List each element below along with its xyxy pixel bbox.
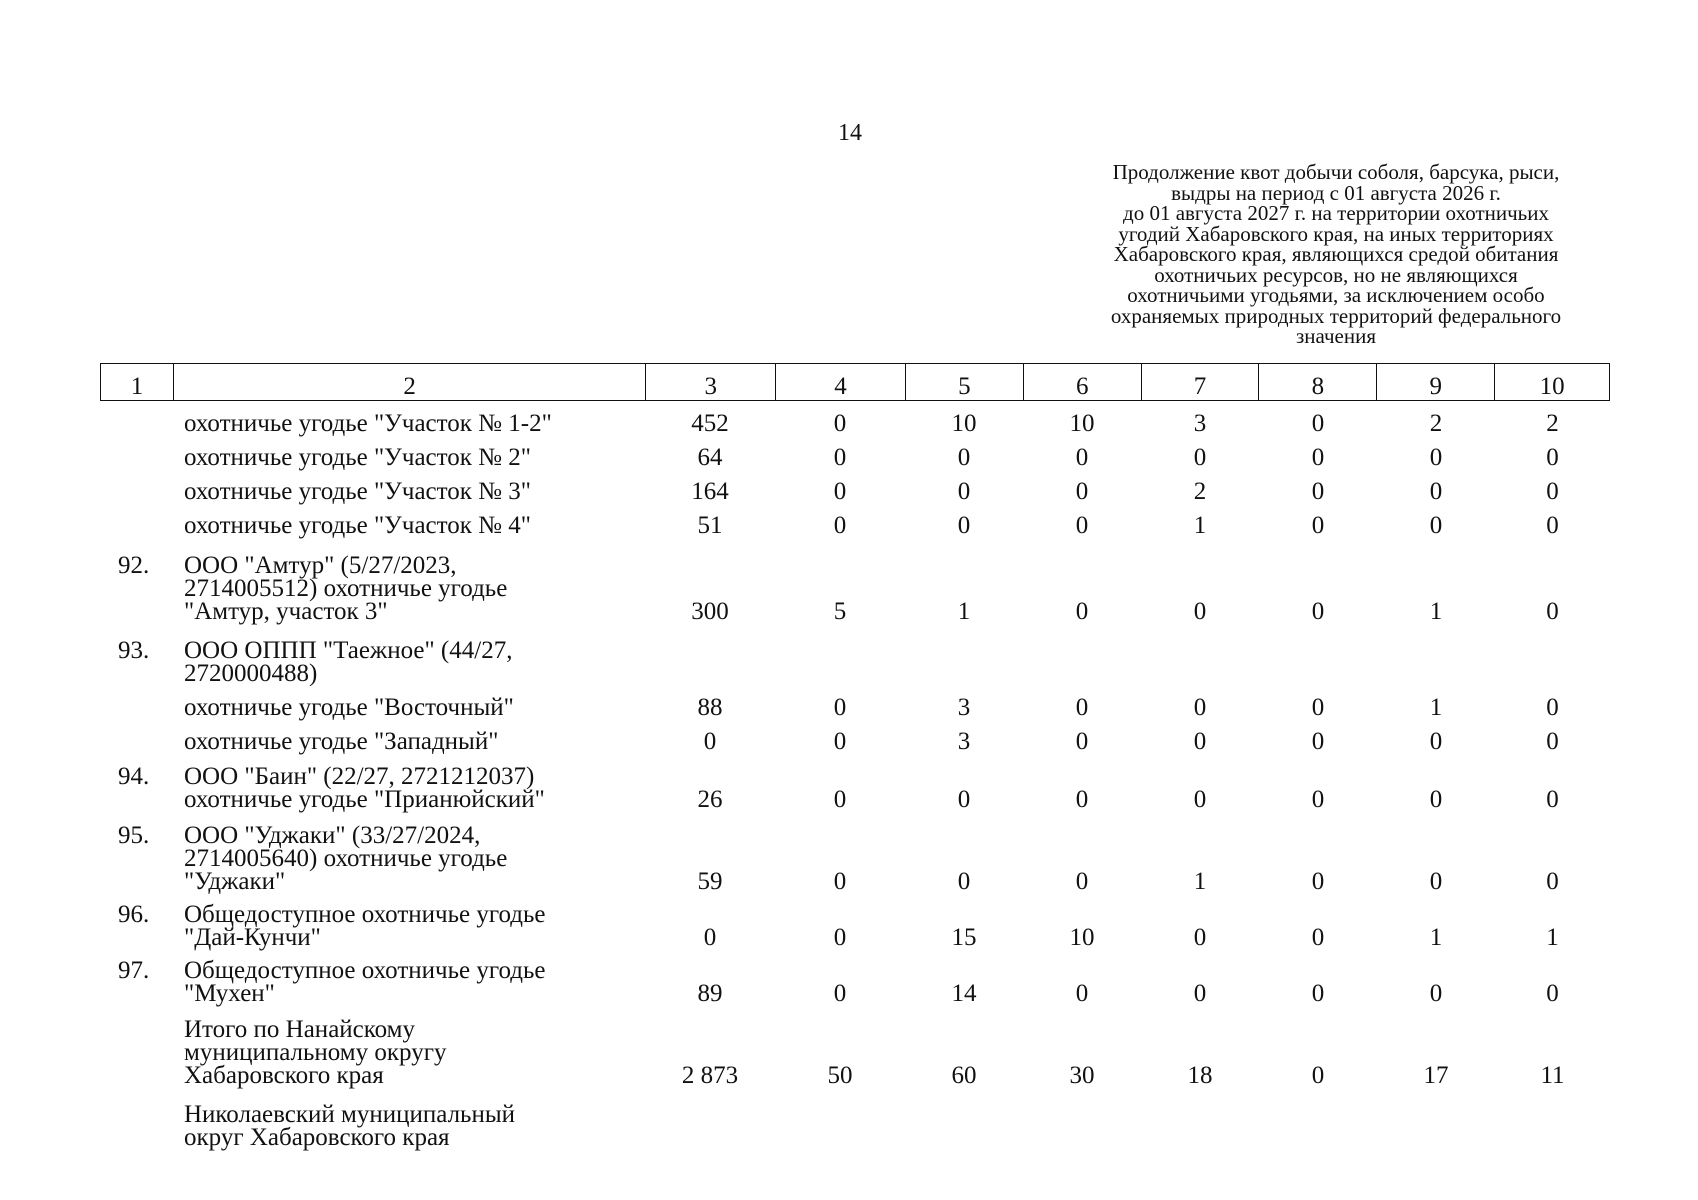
row-value-col-5: 0 xyxy=(957,444,971,471)
row-number: 95. xyxy=(118,822,150,849)
row-value-col-3: 164 xyxy=(691,478,729,505)
column-header-cell: 1 xyxy=(130,373,144,400)
row-value-col-3: 0 xyxy=(703,728,717,755)
row-name-line: ООО "Баин" (22/27, 2721212037) xyxy=(184,763,535,790)
row-name-line: ООО "Уджаки" (33/27/2024, xyxy=(184,822,481,849)
table-row xyxy=(100,719,1610,753)
row-value-col-8: 0 xyxy=(1311,868,1325,895)
row-number xyxy=(100,685,172,696)
row-value-col-4: 0 xyxy=(833,512,847,539)
row-value-col-6: 10 xyxy=(1069,410,1095,437)
row-value-col-7: 0 xyxy=(1193,924,1207,951)
row-number: 96. xyxy=(118,901,150,928)
row-value-col-8: 0 xyxy=(1311,728,1325,755)
column-header-cell: 5 xyxy=(905,364,1023,400)
row-value-col-7: 1 xyxy=(1193,868,1207,895)
row-name-line: "Мухен" xyxy=(184,980,275,1007)
row-value-col-3: 59 xyxy=(697,868,723,895)
row-value-col-6: 0 xyxy=(1075,786,1089,813)
row-name-line: охотничье угодье "Прианюйский" xyxy=(184,786,545,813)
row-value-col-9: 1 xyxy=(1429,694,1443,721)
row-name-line: округ Хабаровского края xyxy=(184,1124,450,1151)
row-value-col-6: 0 xyxy=(1075,598,1089,625)
row-value-col-5: 14 xyxy=(951,980,977,1007)
heading-line: охотничьих ресурсов, но не являющихся xyxy=(1154,262,1518,287)
row-name-line: Итого по Нанайскому xyxy=(184,1016,415,1043)
row-value-col-8: 0 xyxy=(1311,786,1325,813)
row-value-col-8: 0 xyxy=(1311,1062,1325,1089)
table-heading xyxy=(1050,162,1622,347)
row-value-col-8: 0 xyxy=(1311,478,1325,505)
column-header-cell: 10 xyxy=(1494,364,1609,400)
table-row xyxy=(100,469,1610,503)
row-number xyxy=(100,401,172,412)
row-value-col-10: 0 xyxy=(1546,478,1559,505)
row-value-col-6: 30 xyxy=(1069,1062,1095,1089)
row-value-col-5: 0 xyxy=(957,478,971,505)
row-value-col-6: 0 xyxy=(1075,980,1089,1007)
row-value-col-3: 300 xyxy=(691,598,729,625)
table-row xyxy=(100,435,1610,469)
row-name xyxy=(172,412,645,435)
row-value-col-7: 0 xyxy=(1193,444,1207,471)
row-value-col-5: 3 xyxy=(957,728,971,755)
row-value-col-7: 0 xyxy=(1193,786,1207,813)
row-number xyxy=(100,1005,172,1018)
row-name xyxy=(172,824,645,893)
row-value-col-6: 0 xyxy=(1075,444,1089,471)
row-value-col-10: 11 xyxy=(1540,1062,1565,1089)
column-header-cell: 6 xyxy=(1023,364,1141,400)
row-name-line: охотничье угодье "Западный" xyxy=(184,728,499,755)
table-row xyxy=(100,1005,1610,1087)
row-value-col-5: 0 xyxy=(957,512,971,539)
row-value-col-9: 0 xyxy=(1429,786,1443,813)
row-value-col-8: 0 xyxy=(1311,980,1325,1007)
row-number: 97. xyxy=(118,957,150,984)
row-value-col-7: 0 xyxy=(1193,694,1207,721)
row-name-line: "Амтур, участок 3" xyxy=(184,598,388,625)
row-value-col-4: 0 xyxy=(833,728,847,755)
row-name-line: Общедоступное охотничье угодье xyxy=(184,957,546,984)
column-header-cell: 7 xyxy=(1141,364,1259,400)
row-value-col-3: 26 xyxy=(697,786,723,813)
row-value-col-3: 88 xyxy=(697,694,723,721)
table-row xyxy=(100,893,1610,949)
row-value-col-8: 0 xyxy=(1311,410,1325,437)
row-value-col-10: 0 xyxy=(1546,786,1559,813)
row-value-col-4: 0 xyxy=(833,868,847,895)
row-value-col-7: 1 xyxy=(1193,512,1207,539)
row-value-col-8: 0 xyxy=(1311,598,1325,625)
row-name-line: охотничье угодье "Восточный" xyxy=(184,694,514,721)
row-value-col-5: 60 xyxy=(951,1062,977,1089)
heading-line: охраняемых природных территорий федерального xyxy=(1110,303,1562,328)
row-value-col-8: 0 xyxy=(1311,694,1325,721)
heading-line: значения xyxy=(1295,324,1377,348)
row-value-col-5: 0 xyxy=(957,868,971,895)
row-value-col-9: 0 xyxy=(1429,478,1443,505)
row-value-col-7: 18 xyxy=(1187,1062,1213,1089)
heading-line: угодий Хабаровского края, на иных территориях xyxy=(1118,221,1554,246)
row-value-col-9: 0 xyxy=(1429,444,1443,471)
row-value-col-6: 10 xyxy=(1069,924,1095,951)
row-name xyxy=(172,1103,645,1149)
row-number xyxy=(100,435,172,446)
row-value-col-8: 0 xyxy=(1311,924,1325,951)
row-value-col-7: 0 xyxy=(1193,598,1207,625)
page-number: 14 xyxy=(838,120,862,146)
row-value-col-4: 5 xyxy=(833,598,847,625)
row-name xyxy=(172,554,645,623)
column-header-cell: 3 xyxy=(645,364,775,400)
table-body xyxy=(100,401,1610,1149)
row-name xyxy=(172,765,645,811)
heading-line: до 01 августа 2027 г. на территории охотничьих xyxy=(1123,201,1549,225)
row-number: 94. xyxy=(118,763,150,790)
row-name-line: 2714005640) охотничье угодье xyxy=(184,845,508,872)
row-name xyxy=(172,959,645,1005)
table-row xyxy=(100,1087,1610,1149)
row-number xyxy=(100,503,172,514)
heading-line: Хабаровского края, являющихся средой обитания xyxy=(1113,242,1559,266)
heading-line: охотничьими угодьями, за исключением особо xyxy=(1127,283,1545,307)
row-name-line: охотничье угодье "Участок № 1-2" xyxy=(184,410,552,437)
row-value-col-6: 0 xyxy=(1075,868,1089,895)
row-name-line: 2720000488) xyxy=(184,660,318,687)
row-value-col-6: 0 xyxy=(1075,478,1089,505)
row-number xyxy=(100,719,172,730)
row-value-col-4: 0 xyxy=(833,694,847,721)
row-value-col-9: 17 xyxy=(1423,1062,1449,1089)
row-value-col-8: 0 xyxy=(1311,444,1325,471)
row-value-col-9: 1 xyxy=(1429,924,1443,951)
row-number: 93. xyxy=(118,637,150,664)
row-value-col-4: 0 xyxy=(833,980,847,1007)
row-value-col-3: 64 xyxy=(697,444,723,471)
row-value-col-10: 0 xyxy=(1546,598,1559,625)
heading-line: выдры на период с 01 августа 2026 г. xyxy=(1171,180,1501,205)
row-number xyxy=(100,1087,172,1103)
row-name-line: ООО "Амтур" (5/27/2023, xyxy=(184,552,457,579)
row-name-line: охотничье угодье "Участок № 4" xyxy=(184,512,531,539)
row-value-col-3: 452 xyxy=(691,410,729,437)
row-name xyxy=(172,480,645,503)
row-name-line: муниципальному округу xyxy=(184,1039,447,1066)
column-header-cell: 4 xyxy=(775,364,905,400)
row-value-col-5: 3 xyxy=(957,694,971,721)
table-column-header xyxy=(100,363,1610,401)
row-value-col-5: 0 xyxy=(957,786,971,813)
row-value-col-9: 0 xyxy=(1429,980,1443,1007)
row-value-col-5: 1 xyxy=(957,598,971,625)
row-value-col-7: 0 xyxy=(1193,980,1207,1007)
row-value-col-10: 2 xyxy=(1546,410,1559,437)
row-value-col-10: 1 xyxy=(1546,924,1559,951)
heading-line: Продолжение квот добычи соболя, барсука, рыси, xyxy=(1112,160,1560,184)
table-row xyxy=(100,753,1610,811)
row-value-col-4: 0 xyxy=(833,444,847,471)
table-row xyxy=(100,401,1610,435)
row-value-col-9: 1 xyxy=(1429,598,1443,625)
table-row xyxy=(100,623,1610,685)
row-value-col-9: 0 xyxy=(1429,728,1443,755)
row-value-col-5: 15 xyxy=(951,924,977,951)
row-name-line: "Уджаки" xyxy=(184,868,286,895)
row-value-col-5: 10 xyxy=(951,410,977,437)
row-value-col-4: 0 xyxy=(833,478,847,505)
row-value-col-10: 0 xyxy=(1546,728,1559,755)
table-row xyxy=(100,949,1610,1005)
row-name-line: 2714005512) охотничье угодье xyxy=(184,575,508,602)
row-name-line: Общедоступное охотничье угодье xyxy=(184,901,546,928)
row-value-col-9: 2 xyxy=(1429,410,1443,437)
column-header-cell: 9 xyxy=(1376,364,1494,400)
row-value-col-4: 0 xyxy=(833,410,847,437)
table-row xyxy=(100,811,1610,893)
row-value-col-10: 0 xyxy=(1546,444,1559,471)
row-name xyxy=(172,1018,645,1087)
row-value-col-9: 0 xyxy=(1429,868,1443,895)
row-number xyxy=(100,469,172,480)
row-value-col-10: 0 xyxy=(1546,694,1559,721)
row-name xyxy=(172,514,645,537)
row-name xyxy=(172,730,645,753)
table-row xyxy=(100,503,1610,537)
row-value-col-10: 0 xyxy=(1546,512,1559,539)
row-name-line: Николаевский муниципальный xyxy=(184,1101,516,1128)
row-value-col-4: 0 xyxy=(833,786,847,813)
row-value-col-3: 51 xyxy=(697,512,723,539)
column-header-cell: 8 xyxy=(1258,364,1376,400)
row-value-col-10: 0 xyxy=(1546,868,1559,895)
row-name-line: охотничье угодье "Участок № 3" xyxy=(184,478,531,505)
row-value-col-8: 0 xyxy=(1311,512,1325,539)
row-name-line: Хабаровского края xyxy=(184,1062,384,1089)
table-row xyxy=(100,685,1610,719)
row-number: 92. xyxy=(118,552,150,579)
row-value-col-4: 0 xyxy=(833,924,847,951)
row-value-col-6: 0 xyxy=(1075,512,1089,539)
row-name xyxy=(172,696,645,719)
row-value-col-7: 0 xyxy=(1193,728,1207,755)
row-value-col-3: 89 xyxy=(697,980,723,1007)
row-value-col-3: 2 873 xyxy=(681,1062,739,1089)
table-row xyxy=(100,537,1610,623)
row-value-col-7: 2 xyxy=(1193,478,1207,505)
row-name xyxy=(172,639,645,685)
row-value-col-9: 0 xyxy=(1429,512,1443,539)
row-name-line: охотничье угодье "Участок № 2" xyxy=(184,444,531,471)
column-header-cell: 2 xyxy=(173,364,645,400)
row-value-col-7: 3 xyxy=(1193,410,1207,437)
row-name-line: "Дай-Кунчи" xyxy=(184,924,321,951)
row-value-col-4: 50 xyxy=(827,1062,853,1089)
row-name xyxy=(172,446,645,469)
row-name-line: ООО ОППП "Таежное" (44/27, xyxy=(184,637,513,664)
row-value-col-6: 0 xyxy=(1075,694,1089,721)
row-value-col-3: 0 xyxy=(703,924,717,951)
row-value-col-6: 0 xyxy=(1075,728,1089,755)
row-value-col-10: 0 xyxy=(1546,980,1559,1007)
row-name xyxy=(172,903,645,949)
